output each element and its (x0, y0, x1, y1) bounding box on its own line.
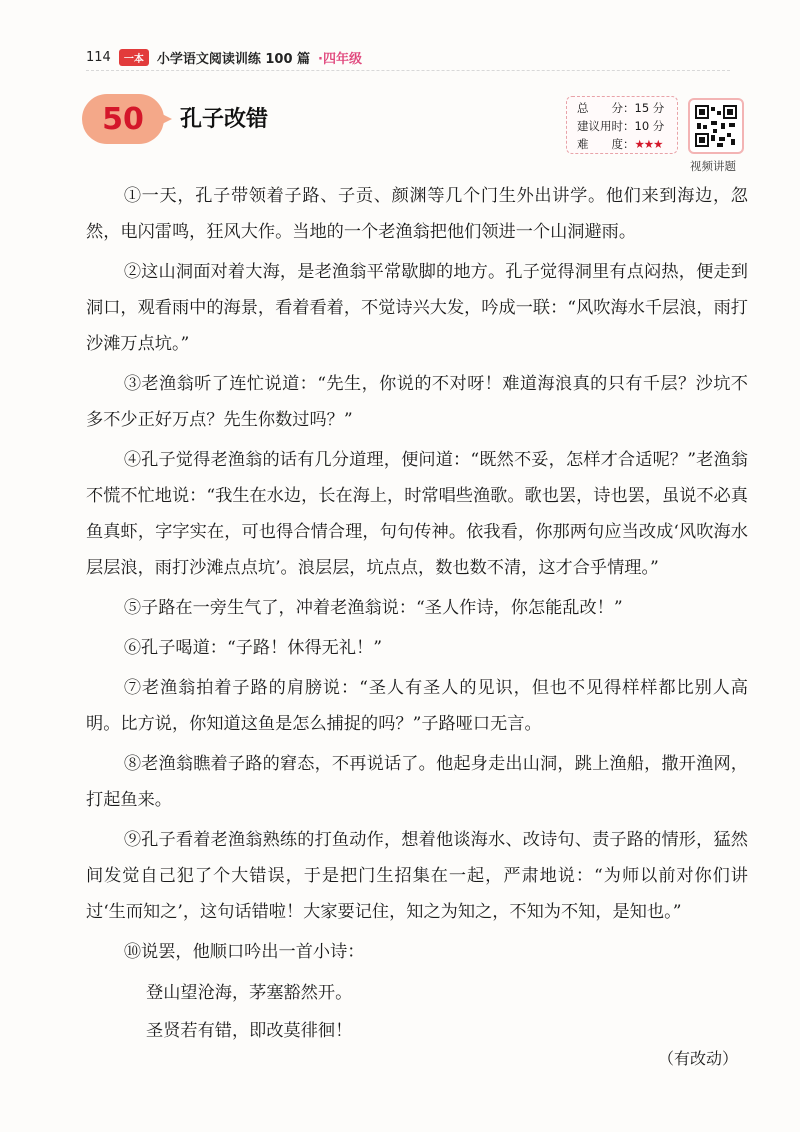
paragraph-5: ⑤子路在一旁生气了，冲着老渔翁说：“圣人作诗，你怎能乱改！” (123, 598, 623, 618)
grade-label: ·四年级 (318, 51, 362, 67)
suggested-time-row (577, 117, 677, 135)
suggested-time-value: 10 分 (634, 119, 665, 133)
source-note: （有改动） (657, 1049, 738, 1068)
paragraph-1: ①一天，孔子带领着子路、子贡、颜渊等几个门生外出讲学。他们来到海边，忽然，电闪雷鸣，狂风大作。当地的一个老渔翁把他们领进一个山洞避雨。 (86, 186, 748, 242)
total-score-label: 总 分： (577, 101, 635, 115)
paragraph-10: ⑩说罢，他顺口吟出一首小诗： (123, 942, 365, 962)
video-explanation-label: 视频讲题 (690, 159, 736, 173)
lesson-title: 孔子改错 (180, 107, 269, 132)
poem-line-1: 登山望沧海，茅塞豁然开。 (146, 983, 353, 1003)
total-score-value: 15 分 (634, 101, 665, 115)
total-score-row (577, 99, 677, 117)
difficulty-label: 难 度： (577, 137, 635, 151)
qr-code-graphic (695, 105, 737, 147)
paragraph-4: ④孔子觉得老渔翁的话有几分道理，便问道：“既然不妥，怎样才合适呢？”老渔翁不慌不忙地说：“我生在水边，长在海上，时常唱些渔歌。歌也罢，诗也罢，虽说不必真鱼真虾，字字实在，可也得合情合理，句句传神。依我看，你那两句应当改成‘风吹海水层层浪，雨打沙滩点点坑’。浪层层，坑点点，数也数不清，这才合乎情理。” (86, 450, 748, 578)
score-info-box (566, 96, 678, 154)
article-body (86, 178, 748, 1050)
difficulty-stars: ★★★ (634, 137, 663, 151)
page-number: 114 (86, 49, 111, 65)
paragraph-7: ⑦老渔翁拍着子路的肩膀说：“圣人有圣人的见识，但也不见得样样都比别人高明。比方说，你知道这鱼是怎么捕捉的吗？”子路哑口无言。 (86, 678, 748, 734)
paragraph-3: ③老渔翁听了连忙说道：“先生，你说的不对呀！难道海浪真的只有千层？沙坑不多不少正好万点？先生你数过吗？” (86, 374, 748, 430)
paragraph-9: ⑨孔子看着老渔翁熟练的打鱼动作，想着他谈海水、改诗句、责子路的情形，猛然间发觉自己犯了个大错误，于是把门生招集在一起，严肃地说：“为师以前对你们讲过‘生而知之’，这句话错啦！大家要记住，知之为知之，不知为不知，是知也。” (86, 830, 748, 922)
qr-code-icon[interactable] (688, 98, 744, 154)
suggested-time-label: 建议用时： (577, 119, 635, 133)
paragraph-2: ②这山洞面对着大海，是老渔翁平常歇脚的地方。孔子觉得洞里有点闷热，便走到洞口，观看雨中的海景，看着看着，不觉诗兴大发，吟成一联：“风吹海水千层浪，雨打沙滩万点坑。” (86, 262, 748, 354)
paragraph-8: ⑧老渔翁瞧着子路的窘态，不再说话了。他起身走出山洞，跳上渔船，撒开渔网，打起鱼来。 (86, 754, 748, 810)
publisher-logo: 一本 (119, 49, 149, 66)
paragraph-6: ⑥孔子喝道：“子路！休得无礼！” (123, 638, 383, 658)
header-divider (86, 70, 730, 71)
running-header (86, 46, 362, 68)
poem-line-2: 圣贤若有错，即改莫徘徊！ (146, 1021, 353, 1041)
book-title: 小学语文阅读训练 100 篇 (156, 51, 311, 67)
difficulty-row (577, 135, 677, 153)
lesson-number: 50 (102, 101, 144, 137)
lesson-number-badge (82, 94, 172, 144)
